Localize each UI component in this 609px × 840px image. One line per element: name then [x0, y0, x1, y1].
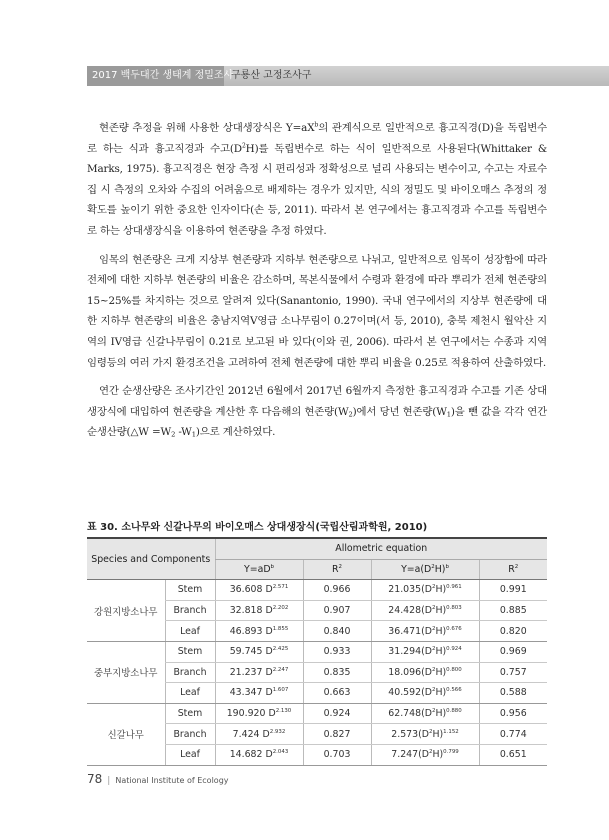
equation-ad2h: $24.428(D^2H)^{0.803}$ — [371, 600, 479, 621]
table-row — [87, 641, 547, 662]
equation-ad: 43.347 $D^{1.607}$ — [215, 683, 303, 704]
r2-ad2h: 0.774 — [479, 724, 547, 745]
header-y-ad2h: $Y=a(D^2H)^b$ — [371, 559, 479, 580]
section-title: 구룡산 고정조사구 — [231, 70, 312, 81]
equation-ad: 7.424 $D^{2.932}$ — [215, 724, 303, 745]
equation-ad: 14.682 $D^{2.043}$ — [215, 744, 303, 765]
equation-ad: 59.745 $D^{2.425}$ — [215, 641, 303, 662]
equation-ad: 36.608 $D^{2.571}$ — [215, 580, 303, 601]
equation-ad2h: $31.294(D^2H)^{0.924}$ — [371, 641, 479, 662]
species-name: 신갈나무 — [87, 703, 165, 765]
header-allometric: Allometric equation — [215, 538, 547, 559]
paragraph-root-ratio: 임목의 현존량은 크게 지상부 현존량과 지하부 현존량으로 나뉘고, 일반적으로 임목이 성장함에 따라 전체에 대한 지하부 현존량의 비율은 감소하며, 목본식물에서 수령과 환경에 따라 뿌리가 전체 현존량의 15~25%를 차지하는 것으로 알려져 있다(Sanantonio, 1990). 국내 연구에서의 지상부 현존량에 대한 지하부 현존량의 비율은 충남지역V영급 소나무림이 0.27이며(서 등, 2010), 충북 제천시 월악산 지역의 IV영급 신갈나무림이 0.21로 보고된 바 있다(이와 권, 2006). 따라서 본 연구에서는 수종과 지역 임령등의 여러 가지 환경조건을 고려하여 전체 현존량에 대한 뿌리 비율을 0.25로 적용하여 산출하였다. — [87, 253, 547, 369]
r2-ad: 0.840 — [303, 621, 371, 642]
page-number: 78 — [87, 772, 103, 786]
r2-ad2h: 0.820 — [479, 621, 547, 642]
paragraph-allometric: 현존량 추정을 위해 사용한 상대생장식은 $Y=aX^b$의 관계식으로 일반적으로 흉고직경(D)을 독립변수로 하는 식과 흉고직경과 수고$(D^2H)$를 독립변수로 하는 식이 일반적으로 사용된다(Whittaker & Marks, 1975). 흉고직경은 현장 측정 시 편리성과 정확성으로 널리 사용되는 변수이고, 수고는 자료수집 시 측정의 오차와 수집의 어려움으로 배제하는 경우가 있지만, 식의 정밀도 및 바이오매스 추정의 정확도를 높이기 위한 중요한 인자이다(손 등, 2011). 따라서 본 연구에서는 흉고직경과 수고를 독립변수로 하는 상대생장식을 이용하여 현존량을 추정 하였다. — [87, 121, 547, 237]
equation-ad2h: $40.592(D^2H)^{0.566}$ — [371, 683, 479, 704]
biomass-table — [87, 537, 547, 766]
table-caption: 표 30. 소나무와 신갈나무의 바이오매스 상대생장식(국립산림과학원, 2010) — [87, 522, 428, 533]
r2-ad: 0.835 — [303, 662, 371, 683]
equation-ad: 21.237 $D^{2.247}$ — [215, 662, 303, 683]
r2-ad2h: 0.969 — [479, 641, 547, 662]
component-name: Branch — [165, 662, 215, 683]
component-name: Leaf — [165, 683, 215, 704]
component-name: Leaf — [165, 744, 215, 765]
footer-separator: | — [107, 776, 111, 786]
r2-ad: 0.966 — [303, 580, 371, 601]
component-name: Stem — [165, 703, 215, 724]
header-r2-b: $R^2$ — [479, 559, 547, 580]
component-name: Stem — [165, 580, 215, 601]
equation-ad2h: $21.035(D^2H)^{0.961}$ — [371, 580, 479, 601]
r2-ad2h: 0.956 — [479, 703, 547, 724]
equation-ad: 190.920 $D^{2.130}$ — [215, 703, 303, 724]
r2-ad: 0.827 — [303, 724, 371, 745]
equation-ad2h: $2.573(D^2H)^{1.152}$ — [371, 724, 479, 745]
equation-ad2h: $36.471(D^2H)^{0.676}$ — [371, 621, 479, 642]
equation-ad2h: $7.247(D^2H)^{0.799}$ — [371, 744, 479, 765]
page-footer — [87, 768, 229, 787]
r2-ad: 0.907 — [303, 600, 371, 621]
r2-ad: 0.924 — [303, 703, 371, 724]
component-name: Branch — [165, 724, 215, 745]
r2-ad2h: 0.651 — [479, 744, 547, 765]
table-row — [87, 580, 547, 601]
equation-ad: 46.893 $D^{1.855}$ — [215, 621, 303, 642]
paragraph-net-production: 연간 순생산량은 조사기간인 2012년 6월에서 2017년 6월까지 측정한 흉고직경과 수고를 기존 상대생장식에 대입하여 현존량을 계산한 후 다음해의 현존량$(W_2)$에서 당년 현존량$(W_1)$을 뺀 값을 각각 연간 순생산량(△W $=W_2$ $-W_1$)으로 계산하였다. — [87, 385, 547, 439]
r2-ad: 0.933 — [303, 641, 371, 662]
header-species: Species and Components — [87, 538, 215, 580]
equation-ad2h: $62.748(D^2H)^{0.880}$ — [371, 703, 479, 724]
header-r2-a: $R^2$ — [303, 559, 371, 580]
equation-ad2h: $18.096(D^2H)^{0.800}$ — [371, 662, 479, 683]
r2-ad2h: 0.885 — [479, 600, 547, 621]
table-row — [87, 703, 547, 724]
r2-ad: 0.663 — [303, 683, 371, 704]
component-name: Leaf — [165, 621, 215, 642]
header-y-ad: $Y=aD^b$ — [215, 559, 303, 580]
component-name: Stem — [165, 641, 215, 662]
institute-name: National Institute of Ecology — [115, 776, 229, 785]
component-name: Branch — [165, 600, 215, 621]
report-title: 2017 백두대간 생태계 정밀조사 — [87, 66, 224, 86]
equation-ad: 32.818 $D^{2.202}$ — [215, 600, 303, 621]
r2-ad: 0.703 — [303, 744, 371, 765]
r2-ad2h: 0.588 — [479, 683, 547, 704]
species-name: 강원지방소나무 — [87, 580, 165, 642]
r2-ad2h: 0.991 — [479, 580, 547, 601]
species-name: 중부지방소나무 — [87, 641, 165, 703]
r2-ad2h: 0.757 — [479, 662, 547, 683]
body-text — [87, 118, 547, 451]
